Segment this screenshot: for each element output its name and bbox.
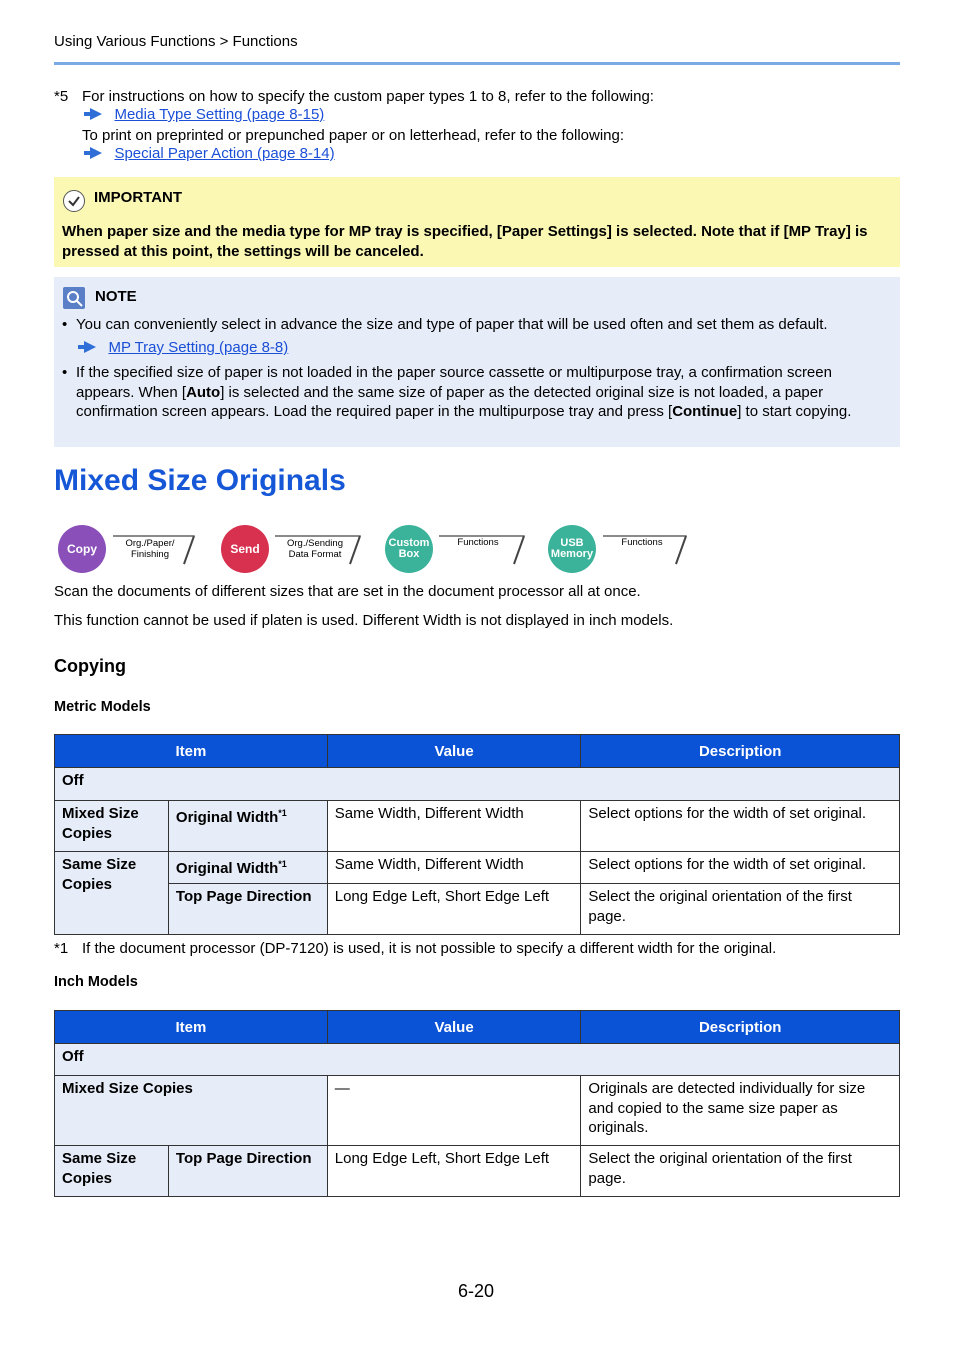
- header-item: Item: [55, 735, 328, 768]
- important-box: [54, 177, 900, 267]
- inch-table: [54, 1010, 900, 1197]
- row-same-size-copies: Same Size Copies: [55, 852, 169, 935]
- note-bullet-2: If the specified size of paper is not loaded in the paper source cassette or multipurpose tray, a confirmation screen appears. When [Auto] is selected and the same size of paper as the detected original size is not loaded, a paper confirmation screen appears. Load the required paper in the multipurpose tray and press [Continue] to start copying.: [76, 364, 852, 420]
- top-page-direction-label: Top Page Direction: [168, 1146, 327, 1197]
- section-title: Mixed Size Originals: [54, 464, 346, 497]
- arrow-right-icon: [84, 341, 96, 353]
- table-row-off: Off: [55, 1044, 900, 1076]
- check-icon: [63, 190, 85, 212]
- row-mixed-size-copies: Mixed Size Copies: [55, 801, 169, 852]
- note-title: NOTE: [95, 288, 137, 305]
- arrow-right-icon: [90, 108, 102, 120]
- original-width-label: Original Width$^{*1}$: [168, 852, 327, 884]
- header-value: Value: [327, 1011, 581, 1044]
- header-value: Value: [327, 735, 581, 768]
- inch-models-heading: Inch Models: [54, 974, 138, 990]
- description-para-2: This function cannot be used if platen is used. Different Width is not displayed in inch models.: [54, 612, 674, 629]
- copy-tag: Org./Paper/ Finishing: [112, 535, 188, 563]
- special-paper-action-link[interactable]: Special Paper Action (page 8-14): [114, 145, 335, 162]
- header-description: Description: [581, 1011, 900, 1044]
- footnote-5-line2: To print on preprinted or prepunched paper or on letterhead, refer to the following:: [82, 127, 625, 144]
- copying-heading: Copying: [54, 656, 126, 676]
- description-para-1: Scan the documents of different sizes that are set in the document processor all at once.: [54, 583, 641, 600]
- send-mode-icon: Send: [221, 525, 269, 573]
- usb-memory-tag: Functions: [602, 535, 682, 565]
- value-cell: Same Width, Different Width: [327, 801, 581, 852]
- metric-table: [54, 734, 900, 935]
- footnote-1-text: If the document processor (DP-7120) is used, it is not possible to specify a different width for the original.: [82, 940, 777, 957]
- value-cell: —: [327, 1076, 581, 1146]
- bullet-icon: •: [62, 316, 68, 333]
- custom-box-tag: Functions: [438, 535, 518, 565]
- header-item: Item: [55, 1011, 328, 1044]
- page-number: 6-20: [458, 1281, 495, 1301]
- custom-box-mode-icon: Custom Box: [385, 525, 433, 573]
- footnote-5-link2-row: [84, 145, 335, 163]
- breadcrumb: Using Various Functions > Functions: [54, 33, 298, 50]
- note-link-row: [78, 339, 288, 357]
- description-cell: Select options for the width of set original.: [581, 852, 900, 884]
- footnote-5-marker: *5: [54, 88, 69, 105]
- bullet-icon: •: [62, 364, 68, 381]
- top-page-direction-label: Top Page Direction: [168, 884, 327, 935]
- important-text: When paper size and the media type for MP tray is specified, [Paper Settings] is selected. Note that if [MP Tray] is pressed at this point, the settings will be canceled.: [62, 223, 868, 260]
- note-box: [54, 277, 900, 447]
- description-cell: Originals are detected individually for size and copied to the same size paper as originals.: [581, 1076, 900, 1146]
- note-icon: [63, 287, 85, 309]
- send-tag: Org./Sending Data Format: [274, 535, 356, 563]
- mp-tray-setting-link[interactable]: MP Tray Setting (page 8-8): [108, 339, 289, 356]
- important-title: IMPORTANT: [94, 189, 183, 206]
- arrow-right-icon: [90, 147, 102, 159]
- header-rule: [54, 62, 900, 65]
- note-bullet-1: You can conveniently select in advance the size and type of paper that will be used often and set them as default.: [76, 316, 828, 333]
- footnote-5-link1-row: [84, 106, 324, 124]
- table-row-off: Off: [55, 768, 900, 801]
- metric-models-heading: Metric Models: [54, 699, 151, 715]
- copy-mode-icon: Copy: [58, 525, 106, 573]
- footnote-5-line1: For instructions on how to specify the custom paper types 1 to 8, refer to the following:: [82, 88, 654, 105]
- value-cell: Long Edge Left, Short Edge Left: [327, 1146, 581, 1197]
- description-cell: Select the original orientation of the first page.: [581, 1146, 900, 1197]
- media-type-setting-link[interactable]: Media Type Setting (page 8-15): [114, 106, 325, 123]
- description-cell: Select options for the width of set original.: [581, 801, 900, 852]
- original-width-label: Original Width$^{*1}$: [168, 801, 327, 852]
- row-mixed-size-copies: Mixed Size Copies: [55, 1076, 328, 1146]
- header-description: Description: [581, 735, 900, 768]
- value-cell: Long Edge Left, Short Edge Left: [327, 884, 581, 935]
- row-same-size-copies: Same Size Copies: [55, 1146, 169, 1197]
- footnote-1-marker: *1: [54, 940, 69, 957]
- description-cell: Select the original orientation of the first page.: [581, 884, 900, 935]
- usb-memory-mode-icon: USB Memory: [548, 525, 596, 573]
- value-cell: Same Width, Different Width: [327, 852, 581, 884]
